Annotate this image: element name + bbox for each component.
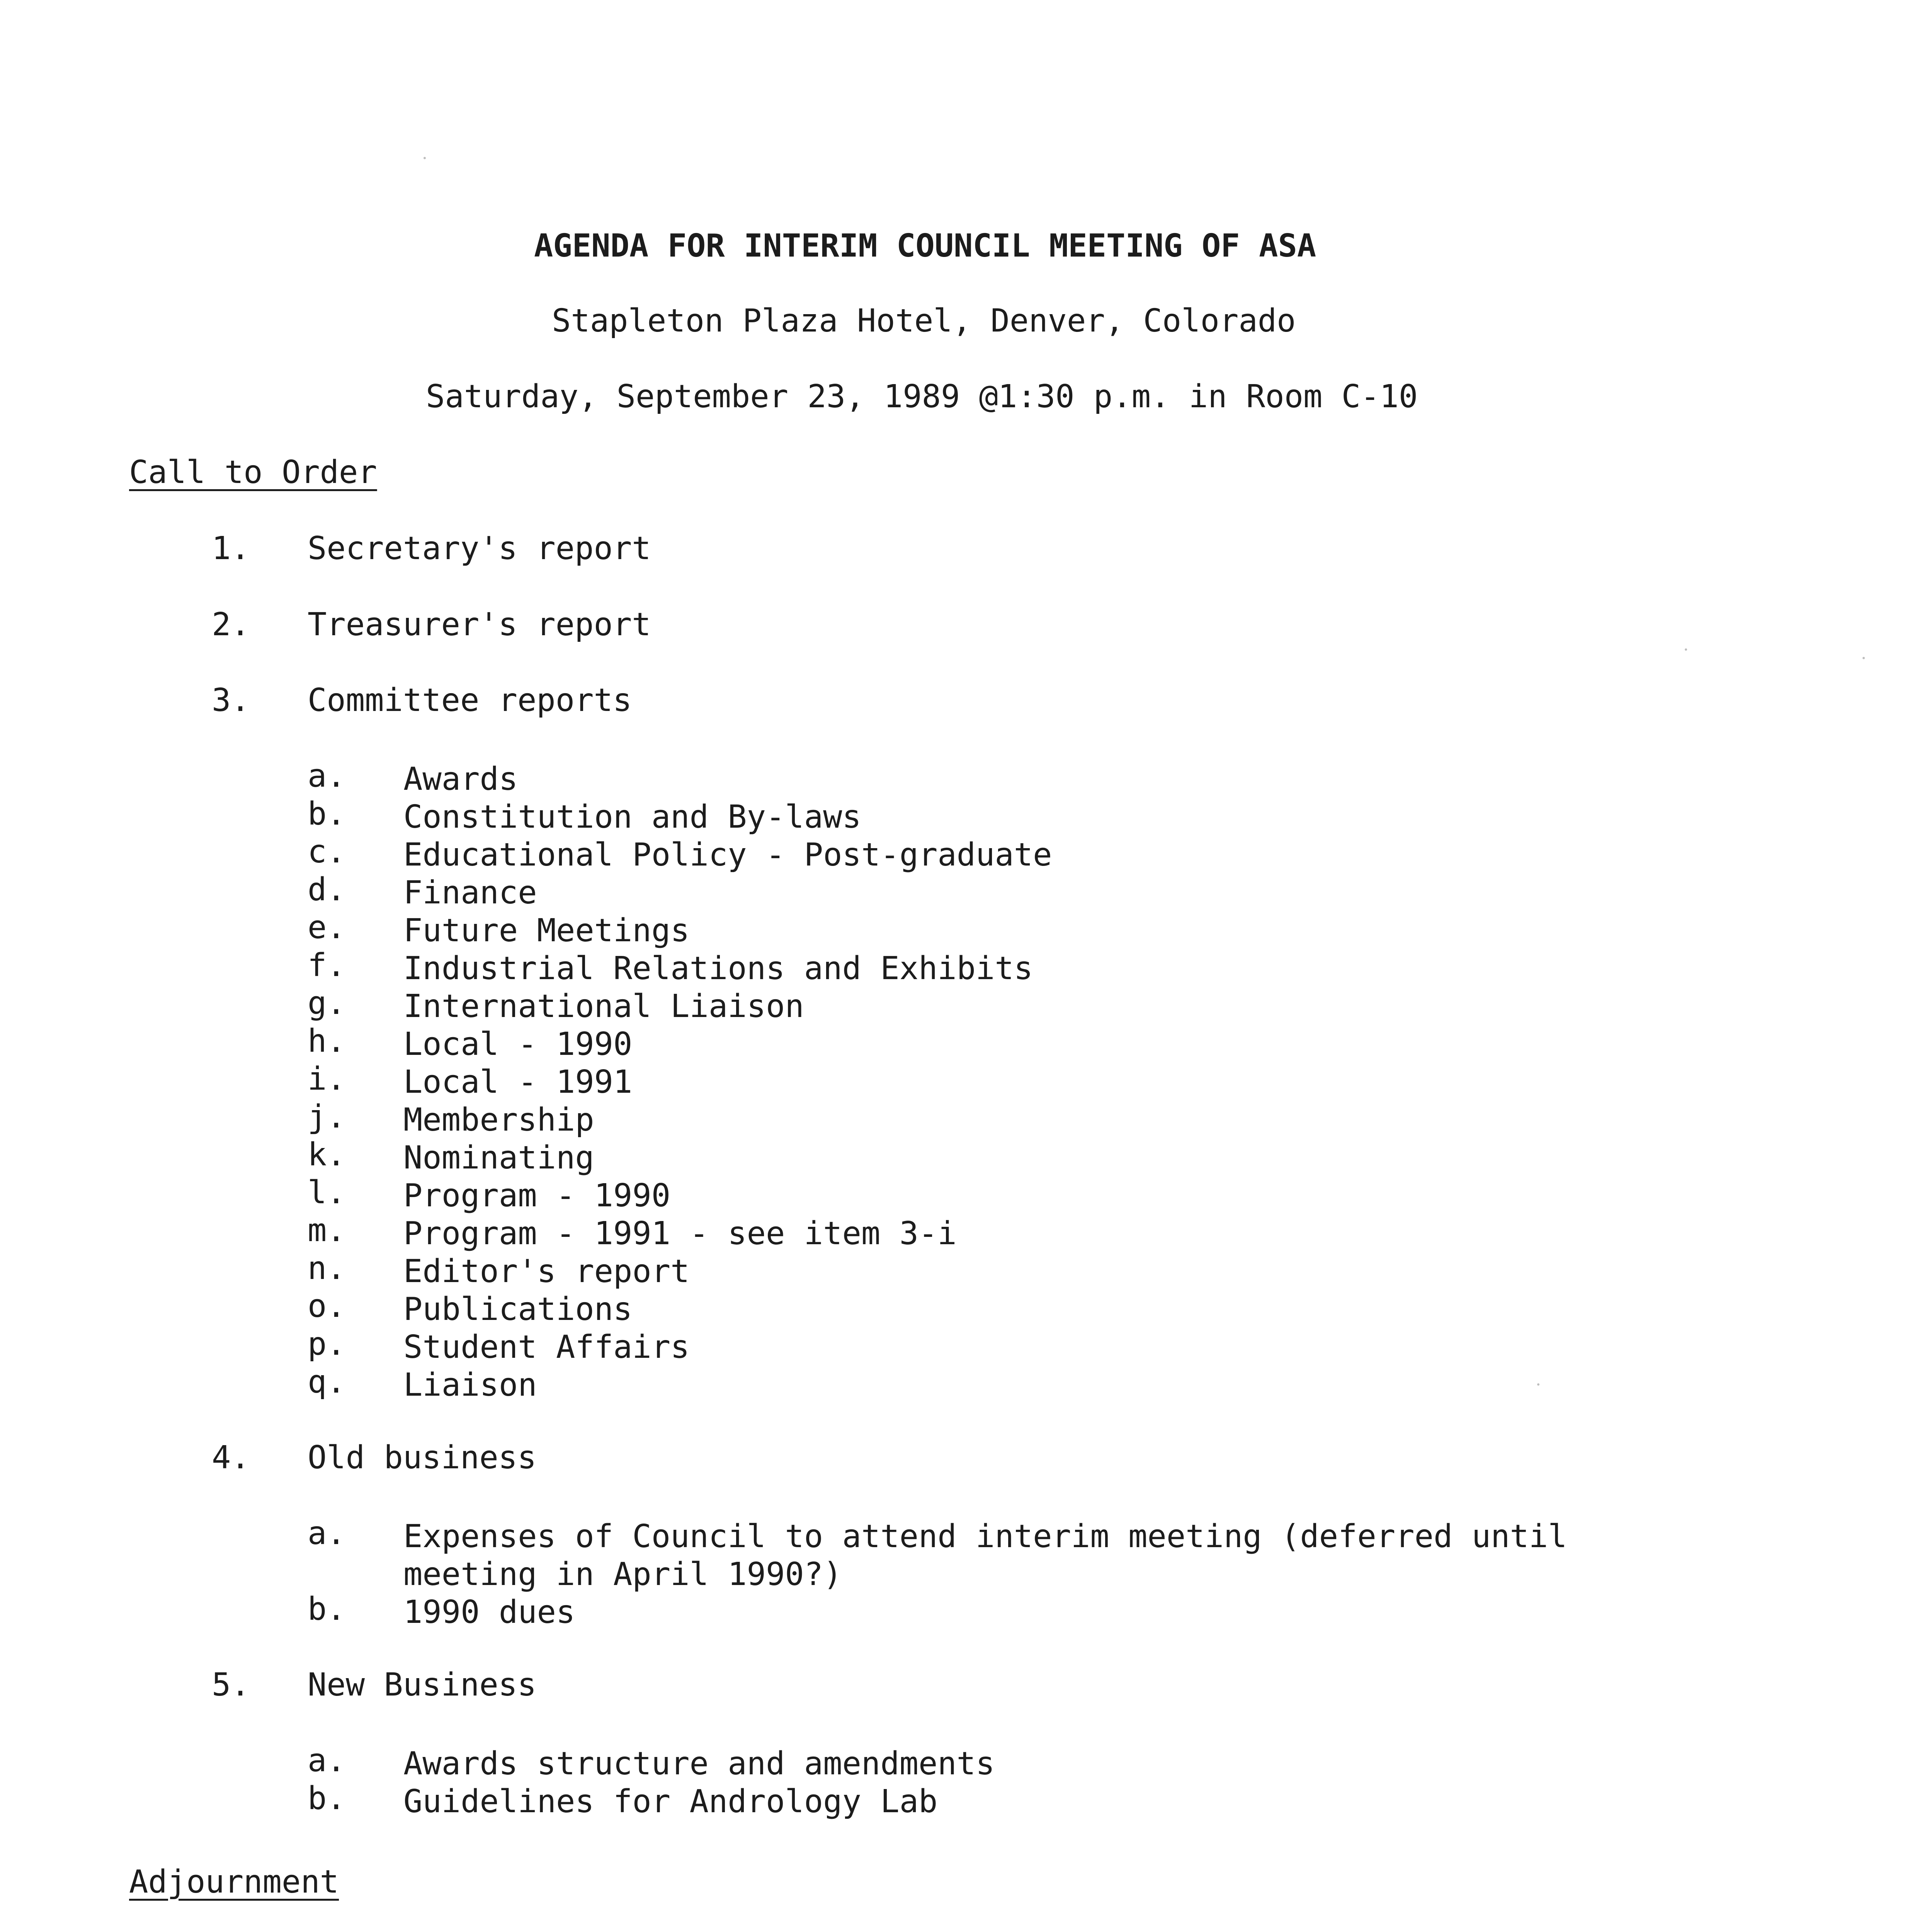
sub-item-letter: m. [308,1212,346,1249]
sub-item-text: Future Meetings [403,912,690,949]
call-to-order-heading: Call to Order [129,454,377,491]
agenda-item-committee-reports: Committee reports [308,682,632,719]
sub-item-letter: f. [308,947,346,984]
sub-item-letter: b. [308,1591,346,1628]
sub-item-letter: o. [308,1288,346,1325]
scan-speck [1685,648,1687,651]
sub-item-text: Student Affairs [403,1329,690,1366]
item-number: 3. [212,682,250,719]
scan-speck [1537,1383,1539,1386]
sub-item-letter: h. [308,1023,346,1060]
sub-item-letter: i. [308,1061,346,1097]
sub-item-text: Finance [403,874,537,911]
sub-item-letter: n. [308,1250,346,1287]
item-number: 2. [212,606,250,643]
sub-item-text: Nominating [403,1139,594,1176]
scan-speck [424,157,426,159]
item-number: 4. [212,1439,250,1476]
sub-item-letter: q. [308,1364,346,1400]
sub-item-letter: g. [308,985,346,1022]
agenda-item-old-business: Old business [308,1439,537,1476]
sub-item-text: Program - 1990 [403,1177,671,1214]
agenda-item-secretary-report: Secretary's report [308,530,651,567]
item-number: 1. [212,530,250,567]
agenda-item-treasurer-report: Treasurer's report [308,606,651,643]
sub-item-letter: a. [308,1515,346,1552]
sub-item-letter: k. [308,1136,346,1173]
sub-item-letter: a. [308,1742,346,1779]
sub-item-text: Membership [403,1102,594,1138]
sub-item-letter: p. [308,1326,346,1362]
sub-item-text: Awards structure and amendments [403,1745,995,1782]
sub-item-text: Industrial Relations and Exhibits [403,950,1033,987]
sub-item-text: International Liaison [403,988,804,1025]
meeting-datetime: Saturday, September 23, 1989 @1:30 p.m. in Room C-10 [426,378,1418,415]
sub-item-text: Editor's report [403,1253,690,1290]
sub-item-text: Publications [403,1291,633,1328]
sub-item-text: Liaison [403,1367,537,1403]
page-title: AGENDA FOR INTERIM COUNCIL MEETING OF ASA [534,228,1317,264]
scan-speck [1863,657,1865,659]
adjournment-heading: Adjournment [129,1864,339,1900]
sub-item-text: Local - 1990 [403,1026,633,1063]
sub-item-letter: l. [308,1174,346,1211]
sub-item-text: Program - 1991 - see item 3-i [403,1215,957,1252]
sub-item-letter: c. [308,833,346,870]
sub-item-text: Expenses of Council to attend interim meeting (deferred until meeting in April 1990?) [403,1518,1567,1593]
sub-item-text: Awards [403,761,518,798]
sub-item-text: Local - 1991 [403,1064,633,1100]
sub-item-letter: b. [308,796,346,832]
sub-item-text: 1990 dues [403,1594,575,1631]
sub-item-letter: d. [308,871,346,908]
sub-item-letter: b. [308,1780,346,1817]
meeting-location: Stapleton Plaza Hotel, Denver, Colorado [552,303,1296,339]
sub-item-text: Educational Policy - Post-graduate [403,837,1052,873]
sub-item-text: Guidelines for Andrology Lab [403,1783,938,1820]
sub-item-letter: j. [308,1099,346,1135]
sub-item-text: Constitution and By-laws [403,799,861,835]
agenda-item-new-business: New Business [308,1667,537,1703]
item-number: 5. [212,1667,250,1703]
sub-item-letter: a. [308,758,346,794]
sub-item-letter: e. [308,909,346,946]
